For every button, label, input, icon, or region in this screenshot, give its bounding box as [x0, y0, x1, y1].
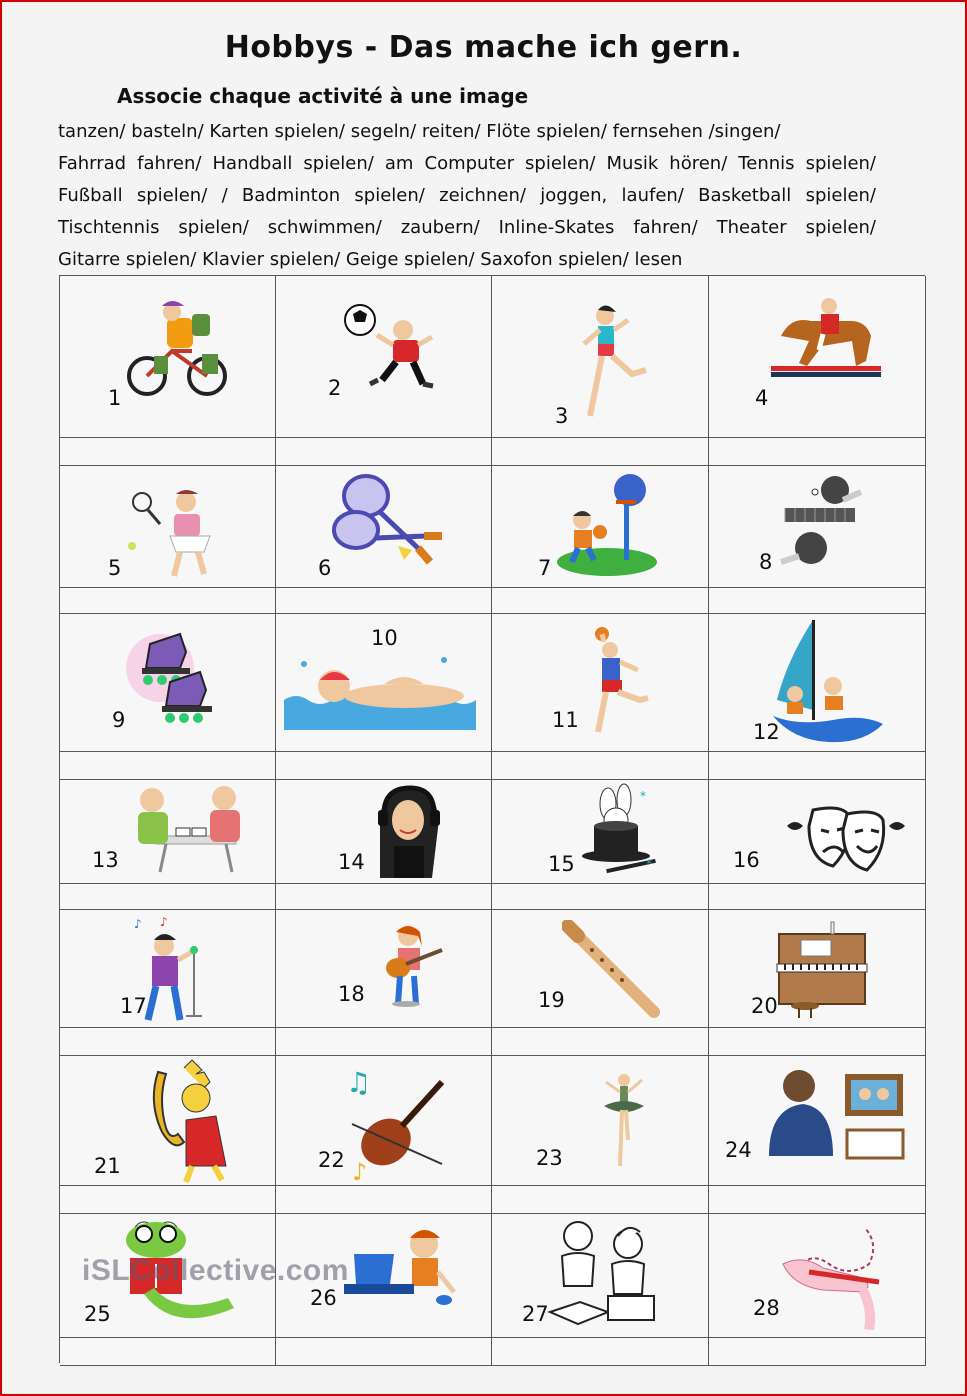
picture-cell [492, 1056, 709, 1186]
picture-cell [276, 1056, 492, 1186]
picture-cell [60, 780, 276, 884]
svg-text:♪: ♪ [160, 916, 168, 929]
answer-field[interactable] [60, 438, 276, 466]
answer-field[interactable] [276, 752, 492, 780]
picture-number: 20 [751, 994, 778, 1018]
picture-number: 25 [84, 1302, 111, 1326]
answer-field[interactable] [709, 1186, 926, 1214]
picture-number: 5 [108, 556, 122, 580]
picture-cell [60, 910, 276, 1028]
answer-field[interactable] [492, 1028, 709, 1056]
answer-field[interactable] [276, 1028, 492, 1056]
svg-text:*: * [640, 789, 646, 803]
picture-number: 21 [94, 1154, 121, 1178]
word-bank [58, 117, 876, 277]
answer-field[interactable] [492, 1338, 709, 1366]
picture-number: 16 [733, 848, 760, 872]
guitar-girl-icon [376, 924, 446, 1013]
answer-field[interactable] [60, 588, 276, 614]
instruction-text: Associe chaque activité à une image [117, 84, 529, 108]
picture-number: 24 [725, 1138, 752, 1162]
picture-number: 3 [555, 404, 569, 428]
ballerina-icon [582, 1070, 662, 1174]
answer-field[interactable] [492, 752, 709, 780]
soccer-player-icon [338, 300, 448, 404]
theater-masks-icon [783, 802, 913, 881]
answer-field[interactable] [492, 1186, 709, 1214]
answer-field[interactable] [709, 1028, 926, 1056]
answer-field[interactable] [60, 1028, 276, 1056]
answer-field[interactable] [60, 1338, 276, 1366]
picture-cell [276, 780, 492, 884]
answer-field[interactable] [60, 884, 276, 910]
recorder-flute-icon [562, 920, 662, 1024]
picture-cell [709, 466, 926, 588]
picture-number: 27 [522, 1302, 549, 1326]
magic-hat-icon [576, 782, 656, 881]
answer-field[interactable] [492, 884, 709, 910]
svg-text:♪: ♪ [352, 1158, 368, 1184]
picture-number: 18 [338, 982, 365, 1006]
picture-number: 26 [310, 1286, 337, 1310]
piano-icon [771, 920, 871, 1024]
picture-number: 8 [759, 550, 773, 574]
inline-skates-icon [120, 624, 230, 738]
picture-cell [709, 614, 926, 752]
page-title: Hobbys - Das mache ich gern. [224, 30, 743, 65]
picture-cell [709, 276, 926, 438]
picture-number: 22 [318, 1148, 345, 1172]
kids-crafting-icon [544, 1216, 664, 1338]
picture-cell [492, 910, 709, 1028]
word-bank-line: Fahrrad fahren/ Handball spielen/ am Computer spielen/ Musik hören/ Tennis spielen/ [58, 153, 876, 174]
picture-cell [492, 1214, 709, 1338]
sailboat-icon [773, 616, 883, 750]
svg-text:♪: ♪ [134, 917, 142, 931]
answer-field[interactable] [276, 1338, 492, 1366]
saxophone-player-icon [134, 1058, 244, 1186]
picture-cell [492, 614, 709, 752]
picture-cell [276, 614, 492, 752]
answer-field[interactable] [709, 1338, 926, 1366]
picture-number: 7 [538, 556, 552, 580]
table-tennis-icon [775, 472, 875, 576]
word-bank-line: tanzen/ basteln/ Karten spielen/ segeln/ reiten/ Flöte spielen/ fernsehen /singen/ [58, 121, 781, 142]
word-bank-line: Tischtennis spielen/ schwimmen/ zaubern/ Inline-Skates fahren/ Theater spielen/ [58, 217, 876, 238]
violin-icon [342, 1064, 452, 1186]
picture-cell [276, 466, 492, 588]
answer-field[interactable] [492, 438, 709, 466]
picture-number: 19 [538, 988, 565, 1012]
picture-number: 13 [92, 848, 119, 872]
cyclist-icon [122, 296, 232, 410]
answer-field[interactable] [276, 1186, 492, 1214]
answer-field[interactable] [60, 1186, 276, 1214]
answer-field[interactable] [492, 588, 709, 614]
tennis-player-icon [126, 484, 236, 588]
picture-number: 10 [371, 626, 398, 650]
picture-cell [709, 1214, 926, 1338]
card-players-icon [116, 784, 266, 878]
computer-boy-icon [340, 1224, 460, 1328]
picture-cell [276, 276, 492, 438]
svg-text:♫: ♫ [346, 1066, 372, 1099]
picture-cell [60, 466, 276, 588]
answer-field[interactable] [276, 884, 492, 910]
picture-number: 23 [536, 1146, 563, 1170]
handball-player-icon [572, 624, 662, 748]
basketball-kid-icon [552, 470, 662, 584]
picture-cell [492, 780, 709, 884]
answer-field[interactable] [276, 438, 492, 466]
headphones-girl-icon [370, 784, 440, 883]
picture-number: 2 [328, 376, 342, 400]
answer-field[interactable] [276, 588, 492, 614]
word-bank-line: Fußball spielen/ / Badminton spielen/ zeichnen/ joggen, laufen/ Basketball spielen/ [58, 185, 876, 206]
picture-cell [276, 910, 492, 1028]
swimmer-icon [284, 640, 484, 734]
svg-text:*: * [646, 857, 652, 871]
badminton-rackets-icon [328, 468, 448, 582]
picture-cell [709, 1056, 926, 1186]
picture-cell [709, 780, 926, 884]
picture-cell [492, 276, 709, 438]
picture-number: 14 [338, 850, 365, 874]
picture-number: 4 [755, 386, 769, 410]
runner-icon [570, 302, 660, 426]
picture-number: 28 [753, 1296, 780, 1320]
picture-number: 6 [318, 556, 332, 580]
watermark-text: iSLCollective.com [82, 1254, 349, 1287]
picture-cell [60, 1056, 276, 1186]
horse-rider-icon [771, 296, 881, 410]
answer-field[interactable] [709, 884, 926, 910]
tv-watcher-icon [759, 1066, 909, 1170]
picture-cell [60, 614, 276, 752]
picture-number: 1 [108, 386, 122, 410]
picture-number: 17 [120, 994, 147, 1018]
picture-cell [60, 276, 276, 438]
answer-field[interactable] [60, 752, 276, 780]
answer-field[interactable] [709, 438, 926, 466]
picture-number: 11 [552, 708, 579, 732]
answer-field[interactable] [709, 752, 926, 780]
answer-field[interactable] [709, 588, 926, 614]
picture-table [59, 275, 925, 1363]
picture-cell [492, 466, 709, 588]
picture-cell [709, 910, 926, 1028]
word-bank-line: Gitarre spielen/ Klavier spielen/ Geige spielen/ Saxofon spielen/ lesen [58, 249, 683, 270]
picture-number: 9 [112, 708, 126, 732]
drawing-hand-icon [779, 1220, 889, 1334]
picture-number: 12 [753, 720, 780, 744]
picture-number: 15 [548, 852, 575, 876]
